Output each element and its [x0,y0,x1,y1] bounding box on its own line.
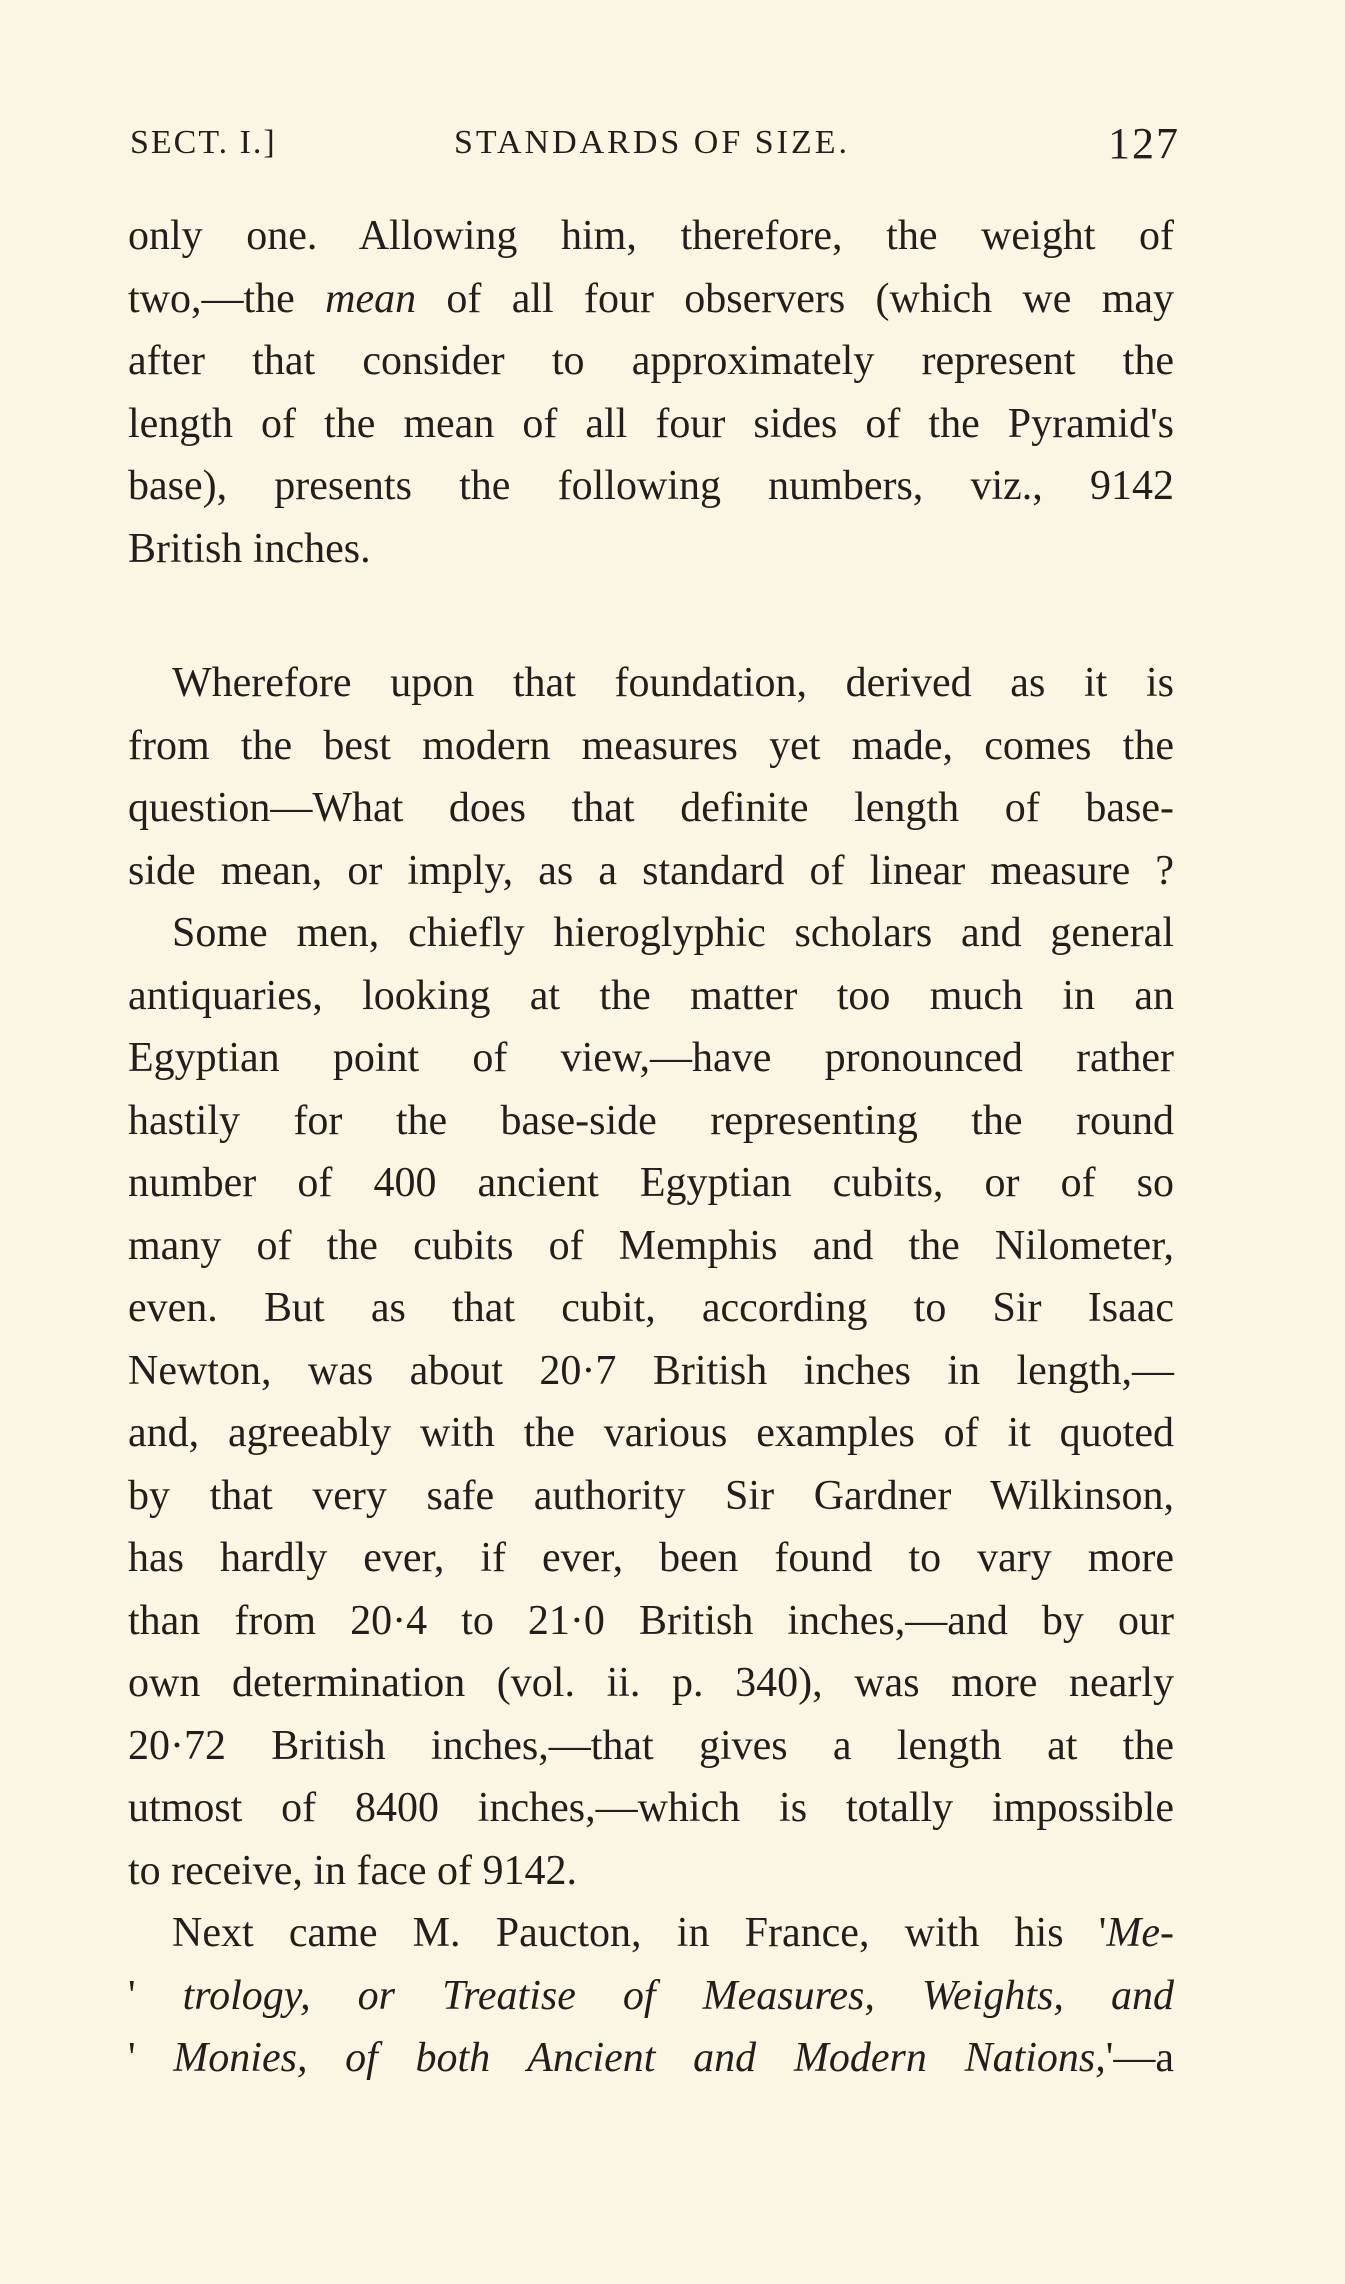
text-line [128,652,1174,715]
italic-text: Me- [1106,1910,1174,1956]
text-segment: to receive, in face of 9142. [128,1847,577,1894]
text-segment: Next came M. Paucton, in France, with his ' [172,1910,1107,1956]
text-line [128,1402,1174,1465]
paragraph [128,205,1174,580]
text-segment: antiquaries, looking at the matter too much in an [128,972,1174,1019]
text-segment: has hardly ever, if ever, been found to vary more [128,1535,1174,1581]
text-line [128,1590,1174,1653]
text-segment: and, agreeably with the various examples of it quoted [128,1410,1174,1456]
text-line [128,777,1174,840]
text-segment: many of the cubits of Memphis and the Nilometer, [128,1222,1174,1269]
text-line [128,1152,1174,1215]
text-line [128,268,1174,331]
text-segment: after that consider to approximately represent the [128,338,1174,384]
text-line [128,1527,1174,1590]
text-segment: own determination (vol. ii. p. 340), was more nearly [128,1660,1174,1706]
text-line [128,330,1174,393]
text-line [128,1715,1174,1778]
running-header [130,118,1180,168]
italic-text: mean [325,275,417,322]
text-segment: 20·72 British inches,—that gives a length at the [128,1722,1174,1769]
text-line [128,455,1174,518]
text-segment: length of the mean of all four sides of the Pyramid's [128,400,1174,447]
text-line [128,1840,1174,1903]
text-line [128,1652,1174,1715]
page-number: 127 [1108,119,1180,168]
text-line [128,1465,1174,1528]
text-line [128,393,1174,456]
text-line [128,1027,1174,1090]
body-text [128,205,1174,2090]
text-segment: only one. Allowing him, therefore, the weight of [128,213,1174,259]
text-line [128,1902,1174,1965]
text-line [128,1777,1174,1840]
text-segment: base), presents the following numbers, viz., 9142 [128,463,1174,509]
section-label: SECT. I.] [130,124,277,161]
italic-text: trology, or Treatise of Measures, Weights, and [182,1972,1174,2019]
text-line [128,715,1174,778]
running-title: STANDARDS OF SIZE. [454,124,851,161]
text-line [128,902,1174,965]
text-line [128,840,1174,903]
text-segment: two,—the [128,275,326,322]
text-segment: '—a [1105,2035,1174,2081]
text-segment: even. But as that cubit, according to Sir Isaac [128,1285,1174,1331]
text-segment: by that very safe authority Sir Gardner Wilkinson, [128,1472,1174,1519]
text-segment: number of 400 ancient Egyptian cubits, or of so [128,1160,1174,1206]
text-segment: British inches. [128,525,371,572]
text-segment: ' [128,2035,174,2081]
text-segment: Wherefore upon that foundation, derived as it is [172,660,1174,706]
text-segment: utmost of 8400 inches,—which is totally impossible [128,1785,1174,1831]
text-line [128,1090,1174,1153]
text-line [128,1277,1174,1340]
text-line [128,1215,1174,1278]
text-line [128,518,1174,581]
text-segment: than from 20·4 to 21·0 British inches,—and by our [128,1597,1174,1644]
paragraph [128,1902,1174,2090]
text-segment: Newton, was about 20·7 British inches in length,— [128,1347,1174,1394]
text-segment: side mean, or imply, as a standard of linear measure ? [128,847,1174,894]
text-line [128,965,1174,1028]
text-line [128,205,1174,268]
paragraph [128,902,1174,1902]
text-segment: ' [128,1972,183,2019]
text-segment: question—What does that definite length of base- [128,785,1174,831]
text-line [128,1340,1174,1403]
text-segment: hastily for the base-side representing the round [128,1097,1174,1144]
text-segment: from the best modern measures yet made, comes the [128,722,1174,769]
text-segment: Egyptian point of view,—have pronounced rather [128,1035,1174,1081]
paragraph-gap [128,580,1174,652]
italic-text: Monies, of both Ancient and Modern Nations, [173,2035,1106,2081]
paragraph [128,652,1174,902]
text-line [128,1965,1174,2028]
text-segment: of all four observers (which we may [416,275,1175,322]
text-line [128,2027,1174,2090]
text-segment: Some men, chiefly hieroglyphic scholars and general [172,910,1174,956]
